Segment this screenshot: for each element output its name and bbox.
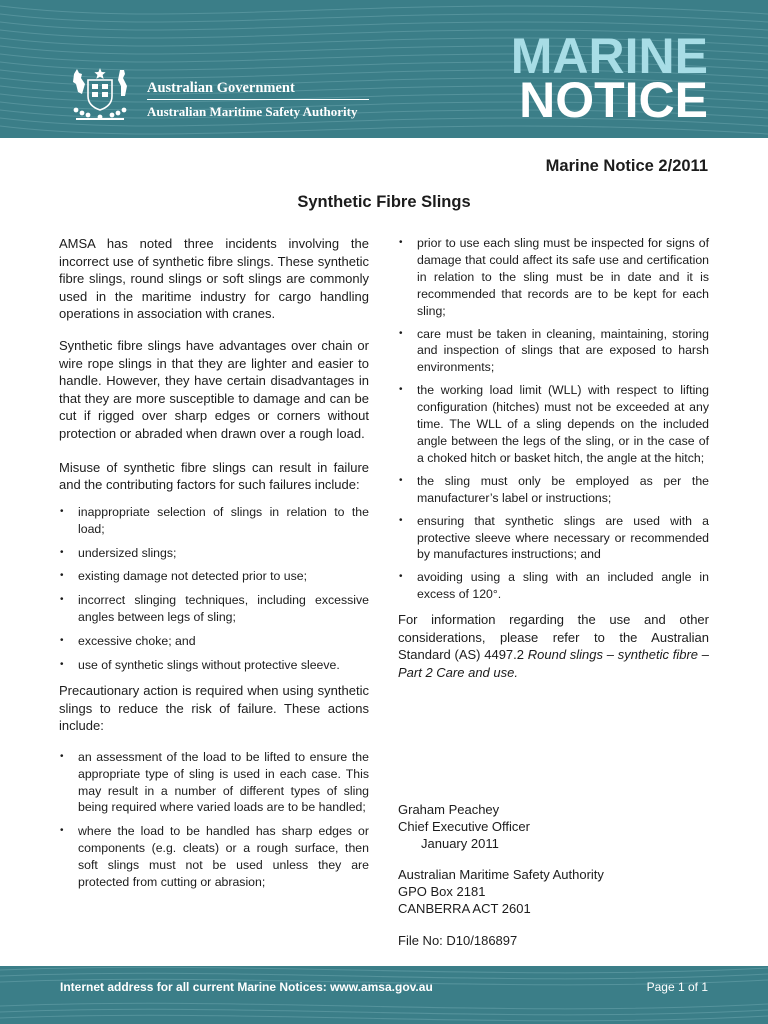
gov-line-1: Australian Government xyxy=(147,80,295,96)
list-item: • excessive choke; and xyxy=(59,633,369,650)
signature-block xyxy=(398,801,530,852)
actions-list-right xyxy=(398,235,709,603)
masthead-marine: MARINE xyxy=(510,28,708,84)
address-box: GPO Box 2181 xyxy=(398,884,486,899)
list-item: • where the load to be handled has sharp edges or components (e.g. cleats) or a rough surface, then soft slings must not be used unless they are protected from cutting or abrasion; xyxy=(59,823,369,891)
notice-number: Marine Notice 2/2011 xyxy=(545,157,708,175)
misuse-paragraph: Misuse of synthetic fibre slings can result in failure and the contributing factors for such failures include: xyxy=(59,459,369,493)
footer-internet-address: Internet address for all current Marine Notices: www.amsa.gov.au xyxy=(60,980,433,994)
signature-date: January 2011 xyxy=(421,836,499,851)
address-city: CANBERRA ACT 2601 xyxy=(398,901,531,916)
reference-standard-title: Round slings – synthetic fibre – Part 2 Care and use. xyxy=(398,647,710,680)
header-band xyxy=(0,0,768,138)
list-item: • undersized slings; xyxy=(59,545,369,562)
right-column xyxy=(398,235,709,682)
list-item: • the working load limit (WLL) with respect to lifting configuration (hitches) must not be exceeded at any time. The WLL of a sling depends on the included angle between the legs of the sling, or in the case of a choked hitch or basket hitch, the angle at the hitch; xyxy=(398,382,709,467)
address-org: Australian Maritime Safety Authority xyxy=(398,867,604,882)
list-item: • inappropriate selection of slings in relation to the load; xyxy=(59,504,369,538)
precaution-paragraph: Precautionary action is required when using synthetic slings to reduce the risk of failure. These actions include: xyxy=(59,682,369,734)
page-indicator: Page 1 of 1 xyxy=(646,980,708,994)
actions-list-left xyxy=(59,749,369,891)
list-item: • the sling must only be employed as per the manufacturer’s label or instructions; xyxy=(398,473,709,507)
left-column xyxy=(59,235,369,891)
factors-list xyxy=(59,504,369,674)
intro-paragraph: AMSA has noted three incidents involving the incorrect use of synthetic fibre slings. These synthetic fibre slings, round slings or soft slings are commonly used in the maritime industry for cargo handling operations in association with cranes. xyxy=(59,236,369,322)
list-item: • incorrect slinging techniques, including excessive angles between legs of sling; xyxy=(59,592,369,626)
file-number: File No: D10/186897 xyxy=(398,933,518,948)
signatory-name: Graham Peachey xyxy=(398,802,500,817)
list-item: • ensuring that synthetic slings are used with a protective sleeve where necessary or recommended by manufactures instructions; and xyxy=(398,513,709,564)
gov-line-2: Australian Maritime Safety Authority xyxy=(147,104,358,119)
reference-paragraph xyxy=(398,611,709,681)
signatory-role: Chief Executive Officer xyxy=(398,819,530,834)
list-item: • care must be taken in cleaning, maintaining, storing and inspection of slings that are exposed to harsh environments; xyxy=(398,326,709,377)
footer-wave-lines xyxy=(0,966,768,1024)
list-item: • existing damage not detected prior to use; xyxy=(59,568,369,585)
coat-of-arms-icon xyxy=(60,66,140,122)
masthead-notice: NOTICE xyxy=(519,72,708,128)
reference-text: For information regarding the use and other considerations, please refer to the Australian Standard (AS) 4497.2 xyxy=(398,612,709,663)
address-block xyxy=(398,866,604,917)
list-item: • avoiding using a sling with an included angle in excess of 120°. xyxy=(398,569,709,603)
list-item: • use of synthetic slings without protective sleeve. xyxy=(59,657,369,674)
gov-divider xyxy=(147,99,369,100)
footer-band xyxy=(0,966,768,1024)
list-item: • prior to use each sling must be inspected for signs of damage that could affect its safe use and certification in relation to the sling must be in date and it is recommended that records are to be kept for each sling; xyxy=(398,235,709,320)
list-item: • an assessment of the load to be lifted to ensure the appropriate type of sling is used in each case. This may result in a number of different types of sling being required where varied loads are to be handled; xyxy=(59,749,369,817)
page-title: Synthetic Fibre Slings xyxy=(297,193,471,211)
advantages-paragraph: Synthetic fibre slings have advantages over chain or wire rope slings in that they are lighter and easier to handle. However, they have certain disadvantages in that they are more susceptible to damage and can be cut if rigged over sharp edges or corners without protection or abraded when drawn over a rough load. xyxy=(59,337,369,441)
